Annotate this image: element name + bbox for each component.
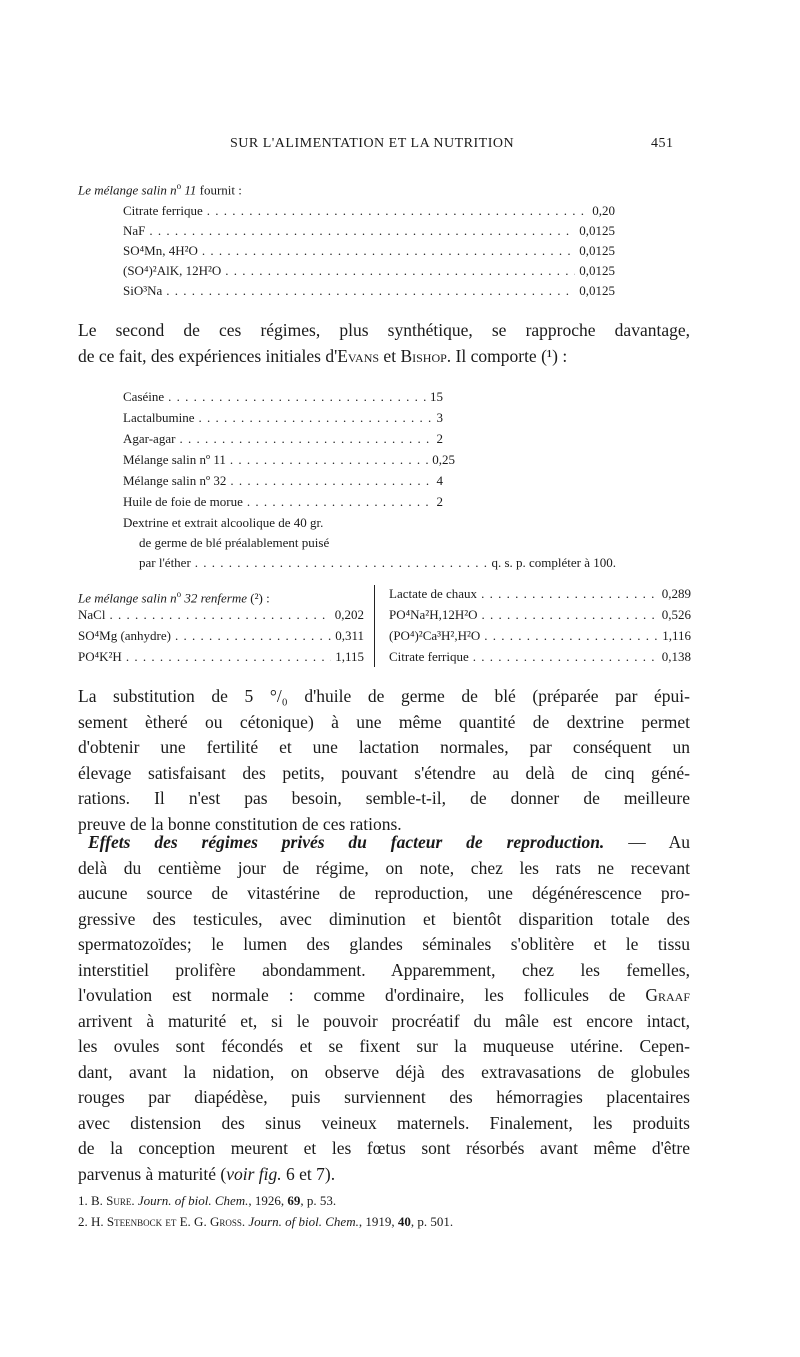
regime-row: Huile de foie de morue . . . 2	[123, 491, 443, 512]
salt32-right-row: PO⁴Na²H,12H²O . . . 0,526	[389, 604, 691, 625]
salt11-row: (SO⁴)²AlK, 12H²O . . . 0,0125	[123, 260, 615, 281]
regime-row: Agar-agar . . . 2	[123, 428, 443, 449]
regime-dextrine-line2: de germe de blé préalablement puisé	[139, 535, 330, 550]
salt11-row: NaF . . . 0,0125	[123, 220, 615, 241]
salt32-title: Le mélange salin $n^o$ 32 renferme (²) :	[78, 589, 270, 606]
header-title: SUR L'ALIMENTATION ET LA NUTRITION	[230, 136, 515, 151]
paragraph-effets: Effets des régimes privés du facteur de reproduction. — Au delà du centième jour de régime, on note, chez les rats ne recevant aucune source de vitastérine de reproduction, une dégénérescence pro- gressive des testicules, avec diminution et bientôt disparition totale des spermatozoïdes; le lumen des glandes séminales s'oblitère et le tissu interstitiel prolifère abondamment. Apparemment, chez les femelles, l'ovulation est normale : comme d'ordinaire, les follicules de Graaf arrivent à maturité et, si le pouvoir procréatif du mâle est encore intact, les ovules sont fécondés et se fixent sur la muqueuse utérine. Cepen- dant, avant la nidation, on observe déjà des extravasations de globules rouges par diapédèse, puis surviennent des hémorragies placentaires avec distension des sinus veineux maternels. Finalement, les produits de la conception meurent et les fœtus sont résorbés avant même d'être parvenus à maturité (voir fig. 6 et 7).	[78, 832, 690, 1184]
section-heading: Effets des régimes privés du facteur de reproduction.	[88, 832, 605, 852]
salt32-left-row: PO⁴K²H . . . 1,115	[78, 646, 364, 667]
salt32-right-row: Citrate ferrique . . . 0,138	[389, 646, 691, 667]
salt11-title: Le mélange salin $n^o$ 11 fournit :	[78, 181, 242, 198]
regime-dextrine-line3: par l'éther . . . q. s. p. compléter à 100.	[139, 552, 616, 573]
regime-row: Caséine . . . 15	[123, 386, 443, 407]
salt11-row: Citrate ferrique . . . 0,20	[123, 200, 615, 221]
regime-row: Lactalbumine . . . 3	[123, 407, 443, 428]
regime-dextrine-line1: Dextrine et extrait alcoolique de 40 gr.	[123, 515, 324, 530]
paragraph-regime-intro: Le second de ces régimes, plus synthétique, se rapproche davantage, de ce fait, des expériences initiales d'Evans et Bishop. Il comporte (¹) :	[78, 320, 690, 366]
running-header	[0, 136, 800, 160]
footnote-1: 1. B. Sure. Journ. of biol. Chem., 1926, 69, p. 53.	[78, 1193, 337, 1208]
footnote-2: 2. H. Steenbock et E. G. Gross. Journ. of biol. Chem., 1919, 40, p. 501.	[78, 1214, 454, 1229]
salt11-row: SiO³Na . . . 0,0125	[123, 280, 615, 301]
paragraph-substitution: La substitution de 5 °/₀ d'huile de germe de blé (préparée par épui- sement ètheré ou cétonique) à une même quantité de dextrine permet d'obtenir une fertilité et une lactation normales, par conséquent un élevage satisfaisant des petits, pouvant s'étendre au delà de cinq géné- rations. Il n'est pas besoin, semble-t-il, de donner de meilleure preuve de la bonne constitution de ces rations.	[78, 686, 690, 834]
salt11-row: SO⁴Mn, 4H²O . . . 0,0125	[123, 240, 615, 261]
page-number: 451	[651, 136, 674, 151]
salt32-left-row: NaCl . . . 0,202	[78, 604, 364, 625]
column-divider	[374, 585, 375, 667]
salt32-right-row: Lactate de chaux . . . 0,289	[389, 583, 691, 604]
salt32-left-row: SO⁴Mg (anhydre) . . . 0,311	[78, 625, 364, 646]
salt32-right-row: (PO⁴)²Ca³H²,H²O . . . 1,116	[389, 625, 691, 646]
regime-row: Mélange salin nº 32 . . . 4	[123, 470, 443, 491]
regime-row: Mélange salin nº 11 . . . 0,25	[123, 449, 455, 470]
